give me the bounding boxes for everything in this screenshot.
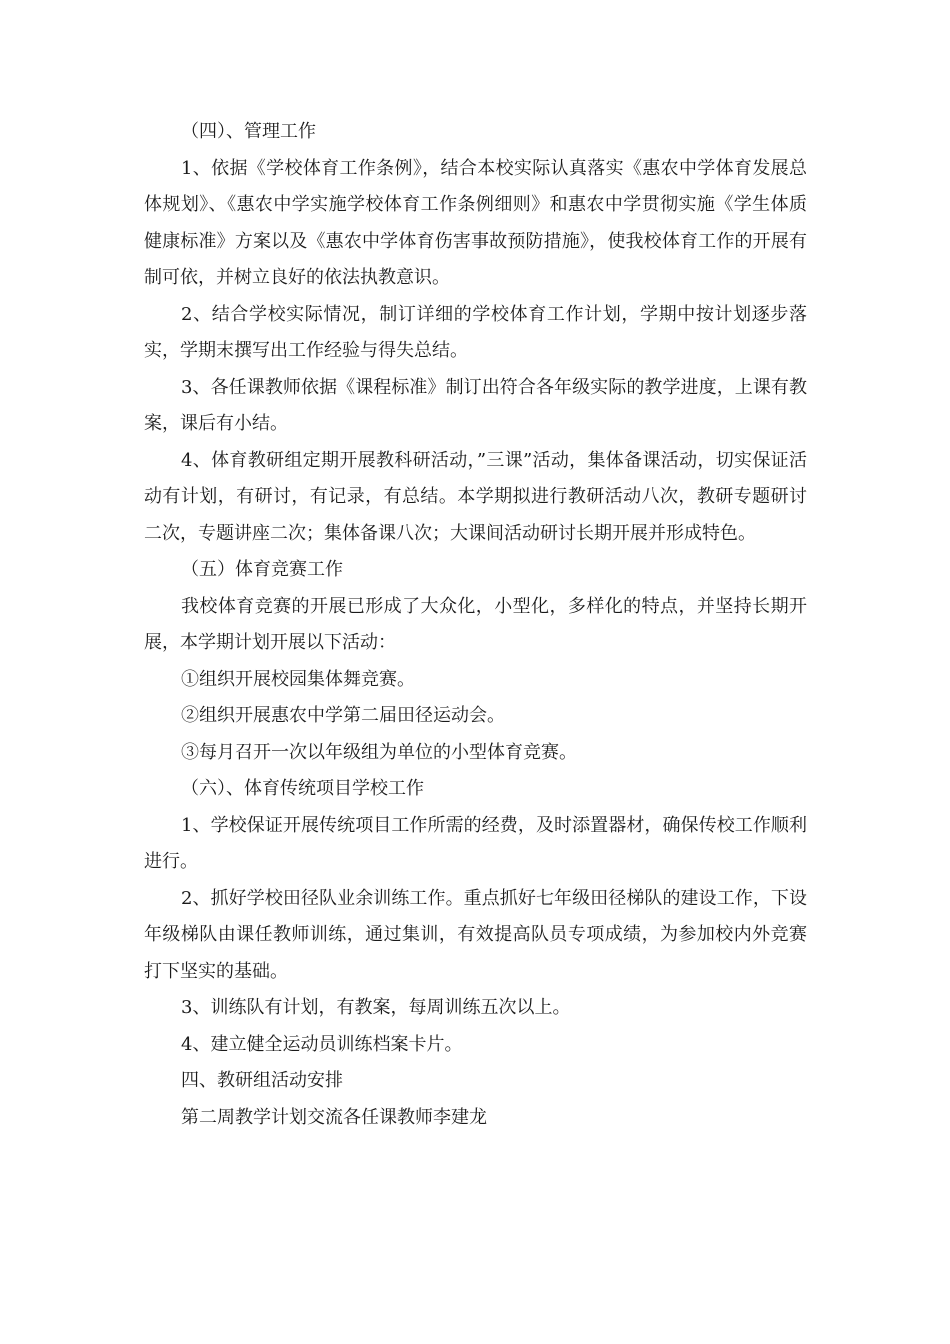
section-heading-research-schedule: 四、教研组活动安排 <box>181 1070 343 1091</box>
document-page <box>144 114 807 1136</box>
section-heading-competition: （五）体育竞赛工作 <box>181 559 343 580</box>
paragraph: 3、各任课教师依据《课程标准》制订出符合各年级实际的教学进度，上课有教案，课后有小结。 <box>144 376 807 434</box>
paragraph: 我校体育竞赛的开展已形成了大众化，小型化，多样化的特点，并坚持长期开展，本学期计划开展以下活动： <box>144 595 807 653</box>
paragraph: 1、依据《学校体育工作条例》，结合本校实际认真落实《惠农中学体育发展总体规划》、《惠农中学实施学校体育工作条例细则》和惠农中学贯彻实施《学生体质健康标准》方案以及《惠农中学体育伤害事故预防措施》，使我校体育工作的开展有制可依，并树立良好的依法执教意识。 <box>144 157 807 288</box>
section-heading-traditional-sports: （六）、体育传统项目学校工作 <box>181 778 424 799</box>
list-item: ②组织开展惠农中学第二届田径运动会。 <box>181 705 505 726</box>
paragraph: 第二周教学计划交流各任课教师李建龙 <box>181 1106 487 1128</box>
section-heading-management: （四）、管理工作 <box>181 121 316 142</box>
paragraph: 4、体育教研组定期开展教科研活动，”三课”活动，集体备课活动，切实保证活动有计划，有研讨，有记录，有总结。本学期拟进行教研活动八次，教研专题研讨二次，专题讲座二次；集体备课八次；大课间活动研讨长期开展并形成特色。 <box>144 449 807 544</box>
paragraph: 4、建立健全运动员训练档案卡片。 <box>181 1033 463 1055</box>
list-item: ③每月召开一次以年级组为单位的小型体育竞赛。 <box>181 741 577 763</box>
paragraph: 1、学校保证开展传统项目工作所需的经费，及时添置器材，确保传校工作顺利进行。 <box>144 814 807 872</box>
paragraph: 2、抓好学校田径队业余训练工作。重点抓好七年级田径梯队的建设工作，下设年级梯队由课任教师训练，通过集训，有效提高队员专项成绩，为参加校内外竞赛打下坚实的基础。 <box>144 887 807 982</box>
paragraph: 2、结合学校实际情况，制订详细的学校体育工作计划，学期中按计划逐步落实，学期末撰写出工作经验与得失总结。 <box>144 303 807 361</box>
paragraph: 3、训练队有计划，有教案，每周训练五次以上。 <box>181 997 571 1018</box>
list-item: ①组织开展校园集体舞竞赛。 <box>181 668 415 690</box>
